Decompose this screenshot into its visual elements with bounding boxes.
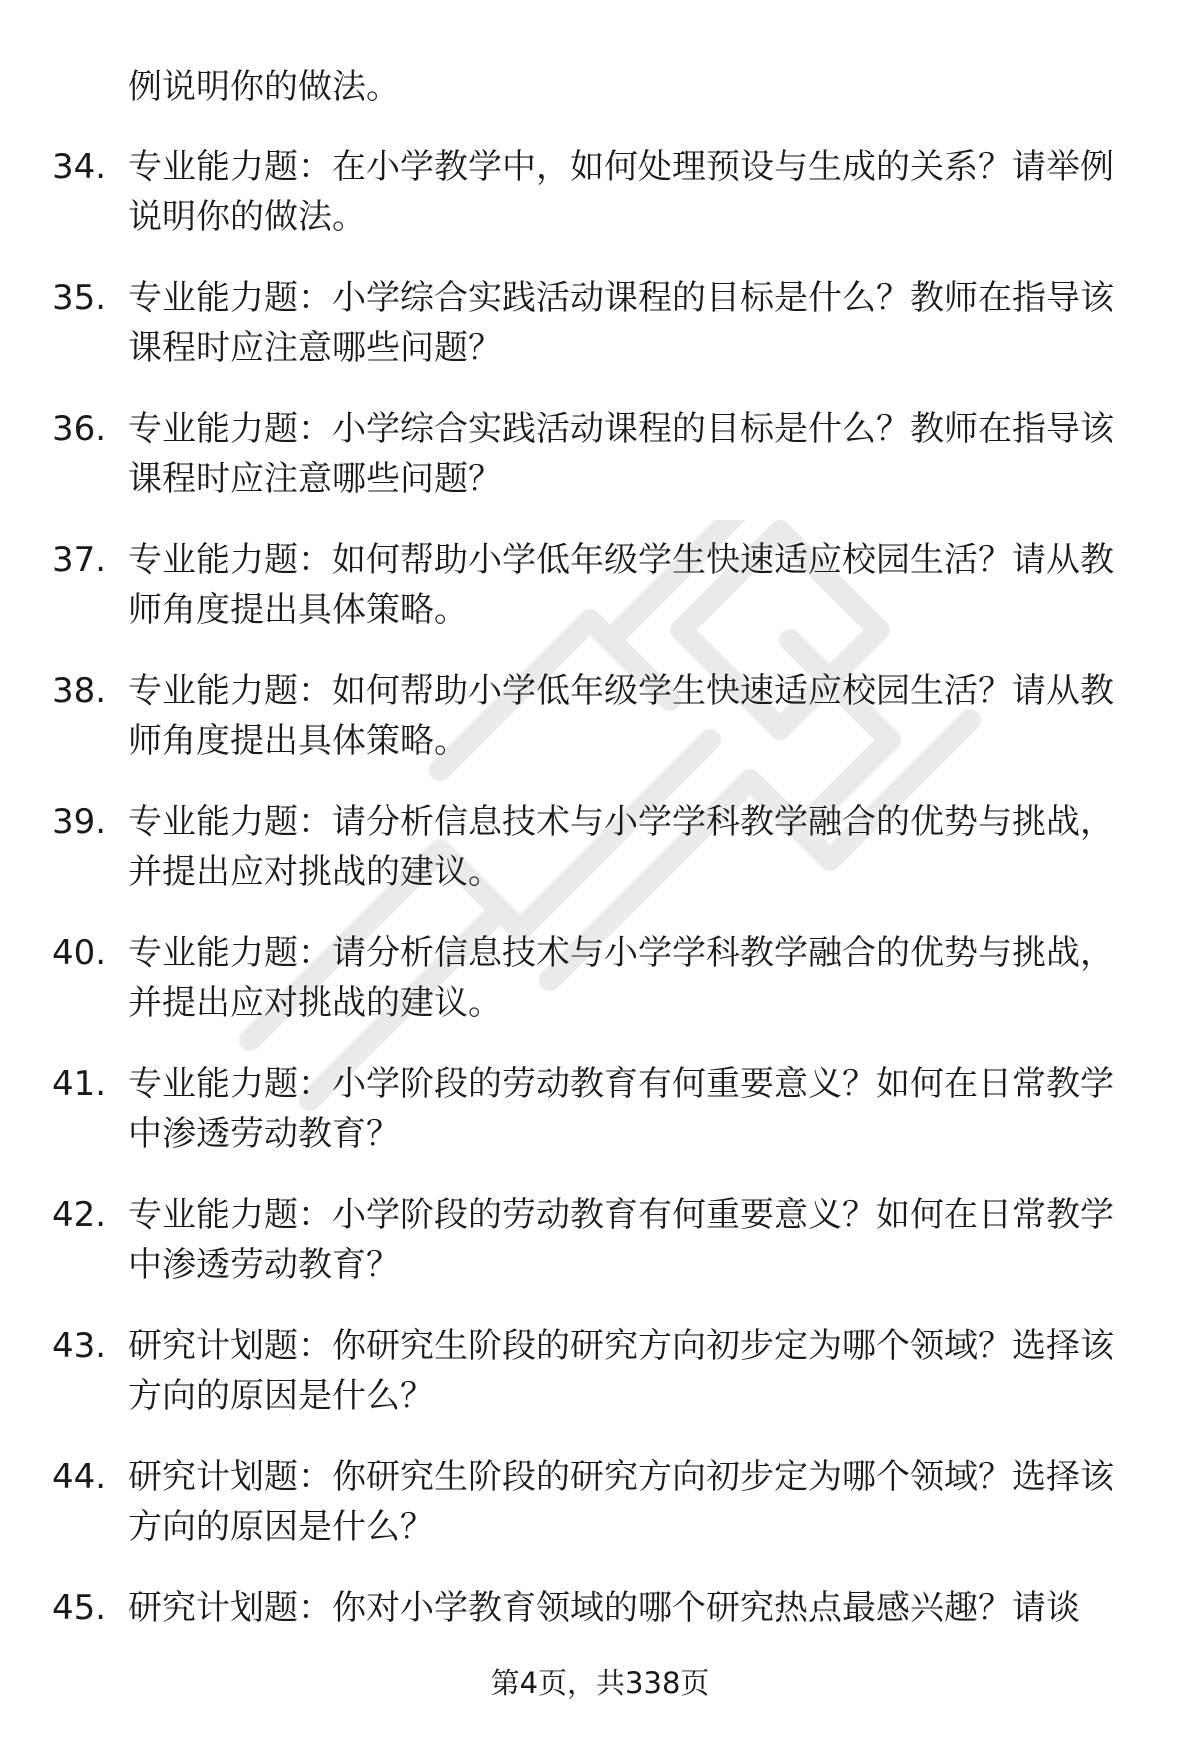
question-number: 40. xyxy=(52,933,107,973)
question-item xyxy=(0,1321,1200,1452)
question-number: 39. xyxy=(52,802,107,842)
question-text: 专业能力题：在小学教学中，如何处理预设与生成的关系？请举例说明你的做法。 xyxy=(128,147,1114,237)
question-text: 研究计划题：你对小学教育领域的哪个研究热点最感兴趣？请谈 xyxy=(128,1588,1080,1628)
question-item xyxy=(0,928,1200,1059)
question-number: 41. xyxy=(52,1064,107,1104)
continued-question-text: 例说明你的做法。 xyxy=(128,67,400,107)
question-text: 专业能力题：小学阶段的劳动教育有何重要意义？如何在日常教学中渗透劳动教育？ xyxy=(128,1064,1114,1154)
question-item xyxy=(0,1059,1200,1190)
question-text: 专业能力题：小学阶段的劳动教育有何重要意义？如何在日常教学中渗透劳动教育？ xyxy=(128,1195,1114,1285)
question-number: 38. xyxy=(52,671,107,711)
question-text: 研究计划题：你研究生阶段的研究方向初步定为哪个领域？选择该方向的原因是什么？ xyxy=(128,1326,1114,1416)
question-item xyxy=(0,666,1200,797)
question-text: 专业能力题：如何帮助小学低年级学生快速适应校园生活？请从教师角度提出具体策略。 xyxy=(128,671,1114,761)
question-item xyxy=(0,273,1200,404)
question-number: 37. xyxy=(52,540,107,580)
question-item xyxy=(0,142,1200,273)
question-number: 44. xyxy=(52,1457,107,1497)
question-text: 专业能力题：如何帮助小学低年级学生快速适应校园生活？请从教师角度提出具体策略。 xyxy=(128,540,1114,630)
question-list xyxy=(0,142,1200,1714)
question-item xyxy=(0,1190,1200,1321)
question-number: 43. xyxy=(52,1326,107,1366)
question-text: 专业能力题：请分析信息技术与小学学科教学融合的优势与挑战，并提出应对挑战的建议。 xyxy=(128,933,1114,1023)
question-text: 研究计划题：你研究生阶段的研究方向初步定为哪个领域？选择该方向的原因是什么？ xyxy=(128,1457,1114,1547)
question-item xyxy=(0,1452,1200,1583)
question-number: 42. xyxy=(52,1195,107,1235)
question-text: 专业能力题：请分析信息技术与小学学科教学融合的优势与挑战，并提出应对挑战的建议。 xyxy=(128,802,1114,892)
page-footer: 第4页，共338页 xyxy=(490,1666,710,1700)
question-number: 45. xyxy=(52,1588,107,1628)
question-text: 专业能力题：小学综合实践活动课程的目标是什么？教师在指导该课程时应注意哪些问题？ xyxy=(128,278,1114,368)
question-item xyxy=(0,797,1200,928)
question-number: 35. xyxy=(52,278,107,318)
question-item xyxy=(0,535,1200,666)
question-item xyxy=(0,404,1200,535)
question-number: 36. xyxy=(52,409,107,449)
question-number: 34. xyxy=(52,147,107,187)
question-text: 专业能力题：小学综合实践活动课程的目标是什么？教师在指导该课程时应注意哪些问题？ xyxy=(128,409,1114,499)
